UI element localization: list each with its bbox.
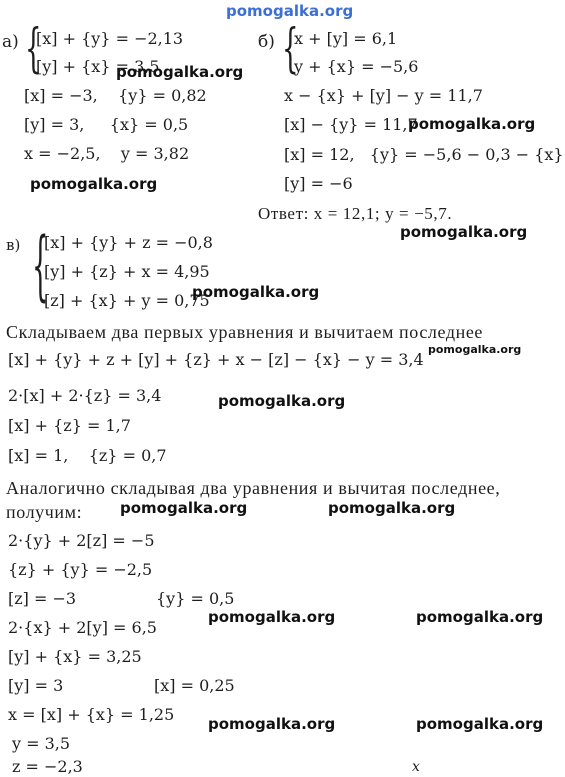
watermark: pomogalka.org <box>416 608 544 626</box>
stray-variable: x <box>412 759 420 775</box>
part-v-line10b: [x] = 0,25 <box>154 676 235 695</box>
part-a-label: а) <box>2 32 19 52</box>
watermark: pomogalka.org <box>328 499 456 517</box>
part-v-line7b: {y} = 0,5 <box>156 589 235 608</box>
part-v-line10a: [y] = 3 <box>8 676 64 695</box>
part-a-line1: [x] = −3, {y} = 0,82 <box>24 86 207 105</box>
part-b-line2: [x] − {y} = 11,7 <box>284 115 418 134</box>
part-v-line12: y = 3,5 <box>12 734 71 753</box>
watermark-top: pomogalka.org <box>226 2 354 20</box>
part-v-system-eq1: [x] + {y} + z = −0,8 <box>44 233 213 252</box>
part-b-label: б) <box>258 32 275 52</box>
watermark: pomogalka.org <box>120 499 248 517</box>
part-v-line9: [y] + {x} = 3,25 <box>8 647 142 666</box>
part-v-system-brace: { <box>32 224 49 312</box>
watermark: pomogalka.org <box>208 715 336 733</box>
watermark: pomogalka.org <box>416 715 544 733</box>
part-b-line1: x − {x} + [y] − y = 11,7 <box>284 86 483 105</box>
watermark: pomogalka.org <box>208 608 336 626</box>
watermark: pomogalka.org <box>408 115 536 133</box>
part-v-line8: 2·{x} + 2[y] = 6,5 <box>8 618 157 637</box>
part-v-line5: 2·{y} + 2[z] = −5 <box>8 531 155 550</box>
watermark: pomogalka.org <box>428 343 522 356</box>
part-v-line4: [x] = 1, {z} = 0,7 <box>8 446 167 465</box>
part-v-line6: {z} + {y} = −2,5 <box>8 560 153 579</box>
watermark: pomogalka.org <box>192 283 320 301</box>
part-v-line2: 2·[x] + 2·{z} = 3,4 <box>8 386 162 405</box>
part-b-answer: Ответ: x = 12,1; y = −5,7. <box>258 204 453 223</box>
watermark: pomogalka.org <box>30 175 158 193</box>
watermark: pomogalka.org <box>400 223 528 241</box>
watermark: pomogalka.org <box>116 63 244 81</box>
part-v-text2: Аналогично складывая два уравнения и вычитая последнее, <box>6 478 501 498</box>
part-b-system-eq1: x + [y] = 6,1 <box>294 29 398 48</box>
part-b-line3: [x] = 12, {y} = −5,6 − 0,3 − {x} <box>284 145 564 164</box>
watermark: pomogalka.org <box>218 392 346 410</box>
part-a-system-eq1: [x] + {y} = −2,13 <box>36 29 184 48</box>
part-a-system-brace: { <box>25 20 42 80</box>
part-v-text1: Складываем два первых уравнения и вычитаем последнее <box>6 322 484 342</box>
part-b-line4: [y] = −6 <box>284 174 353 193</box>
part-v-system-eq3: [z] + {x} + y = 0,75 <box>44 291 210 310</box>
part-v-line13: z = −2,3 <box>12 757 83 776</box>
part-a-line3: x = −2,5, y = 3,82 <box>24 144 190 163</box>
part-v-text3: получим: <box>6 502 83 522</box>
part-v-system-eq2: [y] + {z} + x = 4,95 <box>44 262 210 281</box>
part-b-system-eq2: y + {x} = −5,6 <box>294 57 419 76</box>
part-v-line7a: [z] = −3 <box>8 589 77 608</box>
part-v-line11: x = [x] + {x} = 1,25 <box>8 705 175 724</box>
part-a-system-eq2: [y] + {x} = 3,5 <box>36 57 160 76</box>
part-v-line1: [x] + {y} + z + [y] + {z} + x − [z] − {x} − y = 3,4 <box>8 350 424 369</box>
part-v-label: в) <box>6 236 21 254</box>
part-v-line3: [x] + {z} = 1,7 <box>8 416 131 435</box>
part-b-system-brace: { <box>282 20 299 80</box>
part-a-line2: [y] = 3, {x} = 0,5 <box>24 115 189 134</box>
